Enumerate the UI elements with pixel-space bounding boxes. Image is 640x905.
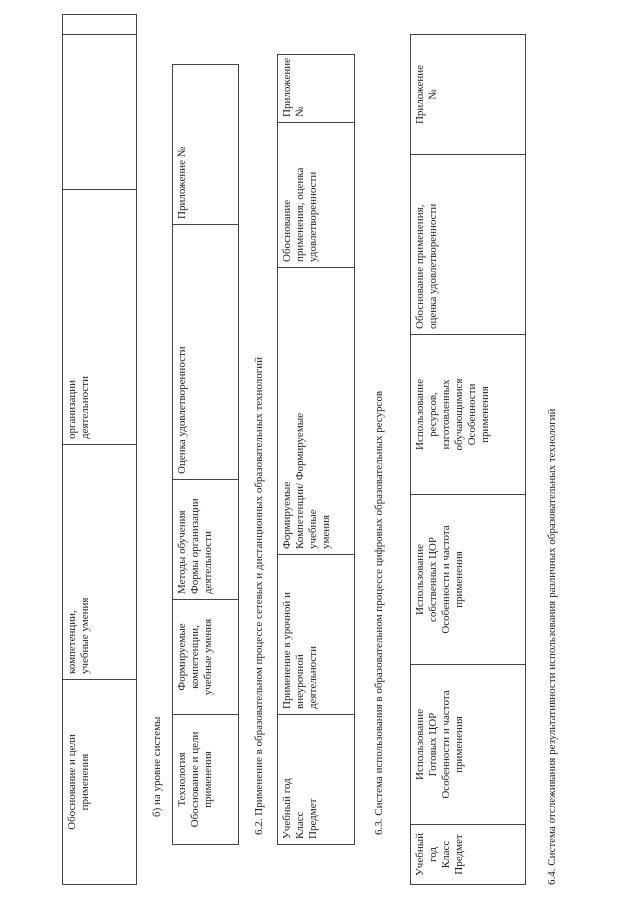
table-section-6-2 (277, 54, 355, 845)
header-ready-dor: Использование Готовых ЦОР Особенности и частота применения (411, 665, 526, 825)
header-appendix: Приложение № (278, 55, 355, 123)
header-student-resources: Использование ресурсов, изготовленных обучающимися Особенности применения (411, 335, 526, 495)
header-own-dor: Использование собственных ЦОР Особенности и частота применения (411, 495, 526, 665)
caption-section-b: б) на уровне системы (151, 716, 163, 817)
header-appendix: Приложение № (173, 65, 239, 225)
header-competencies: Формируемые компетенции, учебные умения (173, 600, 239, 715)
header-justification: Обоснование применения, оценка удовлетворенности (278, 123, 355, 268)
header-year-class-subject: Учебный год Класс Предмет (411, 825, 526, 885)
top-table-cell-competencies: компетенции, учебные умения (63, 445, 137, 680)
caption-section-6-2: 6.2. Применение в образовательном процессе сетевых и дистанционных образовательных технологий (253, 356, 265, 835)
header-formed-competencies: Формируемые Компетенции/ Формируемые учебные умения (278, 268, 355, 555)
header-methods: Методы обучения Формы организации деятельности (173, 480, 239, 600)
top-table-cell-empty (63, 35, 137, 190)
header-technology: Технология Обоснование и цели применения (173, 715, 239, 845)
header-appendix: Приложение № (411, 35, 526, 155)
top-table (62, 14, 137, 885)
header-application: Применение в урочной и внеурочной деятельности (278, 555, 355, 715)
top-table-cell-narrow (63, 15, 137, 35)
caption-section-6-4: 6.4. Система отслеживания результативности использования различных образовательных технологий (546, 408, 558, 885)
caption-section-6-3: 6.3. Система использования в образовательном процессе цифровых образовательных ресурсов (373, 390, 385, 835)
header-year-class-subject: Учебный год Класс Предмет (278, 715, 355, 845)
top-table-cell-organization: организации деятельности (63, 190, 137, 445)
top-table-cell-purpose: Обоснование и цели применения (63, 680, 137, 885)
header-satisfaction: Оценка удовлетворенности (173, 225, 239, 480)
table-section-6-3 (410, 34, 526, 885)
table-section-b (172, 64, 239, 845)
header-justification: Обоснование применения, оценка удовлетворенности (411, 155, 526, 335)
